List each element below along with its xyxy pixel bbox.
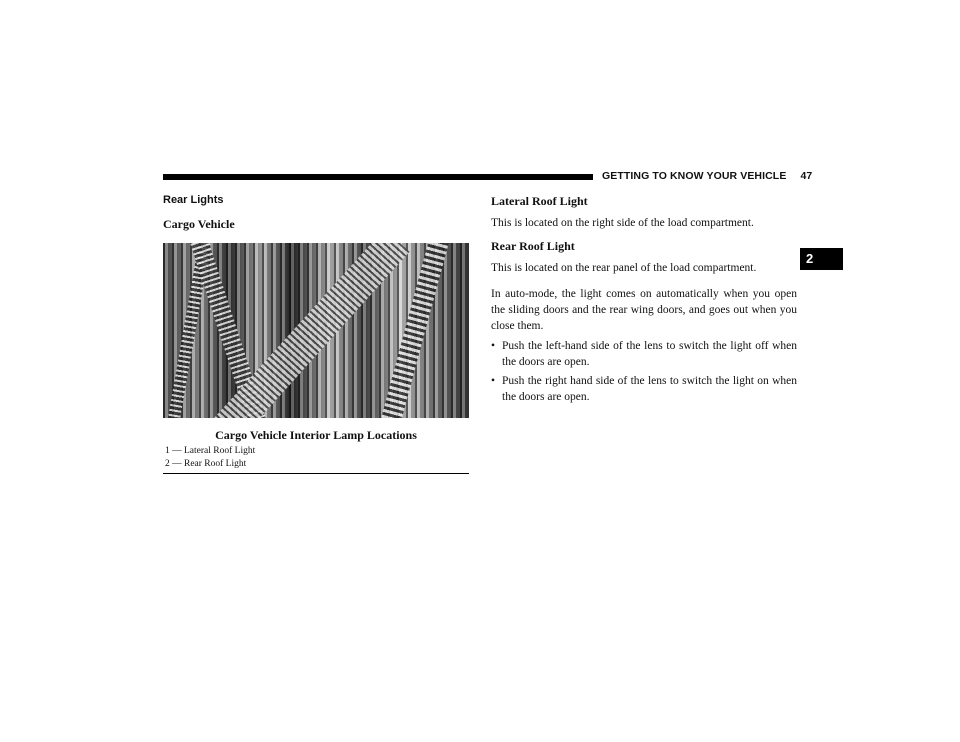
header-title: GETTING TO KNOW YOUR VEHICLE bbox=[602, 170, 787, 182]
legend-item: 2 — Rear Roof Light bbox=[165, 459, 247, 469]
bullet-item bbox=[491, 338, 797, 370]
lateral-roof-light-text: This is located on the right side of the load compartment. bbox=[491, 217, 754, 229]
running-header bbox=[602, 170, 812, 182]
bullet-marker: • bbox=[491, 375, 496, 387]
header-rule bbox=[163, 174, 593, 180]
chapter-tab: 2 bbox=[800, 248, 843, 270]
bullet-item bbox=[491, 373, 797, 405]
legend-item: 1 — Lateral Roof Light bbox=[165, 446, 256, 456]
cargo-vehicle-figure bbox=[163, 243, 469, 418]
bullet-text: Push the right hand side of the lens to switch the light on when the doors are open. bbox=[502, 375, 797, 403]
right-column bbox=[491, 194, 797, 405]
subsection-title: Cargo Vehicle bbox=[163, 217, 235, 231]
auto-mode-text: In auto-mode, the light comes on automatically when you open the sliding doors and the rear wing doors, and goes out when you close them. bbox=[491, 288, 797, 332]
rear-roof-light-text: This is located on the rear panel of the load compartment. bbox=[491, 262, 757, 274]
section-title: Rear Lights bbox=[163, 194, 224, 206]
left-column bbox=[163, 194, 469, 474]
bullet-text: Push the left-hand side of the lens to switch the light off when the doors are open. bbox=[502, 340, 797, 368]
page-number: 47 bbox=[800, 170, 813, 182]
figure-legend bbox=[163, 445, 469, 474]
bullet-marker: • bbox=[491, 340, 496, 352]
lateral-roof-light-heading: Lateral Roof Light bbox=[491, 194, 588, 208]
figure-caption: Cargo Vehicle Interior Lamp Locations bbox=[215, 428, 417, 442]
rear-roof-light-heading: Rear Roof Light bbox=[491, 239, 575, 253]
